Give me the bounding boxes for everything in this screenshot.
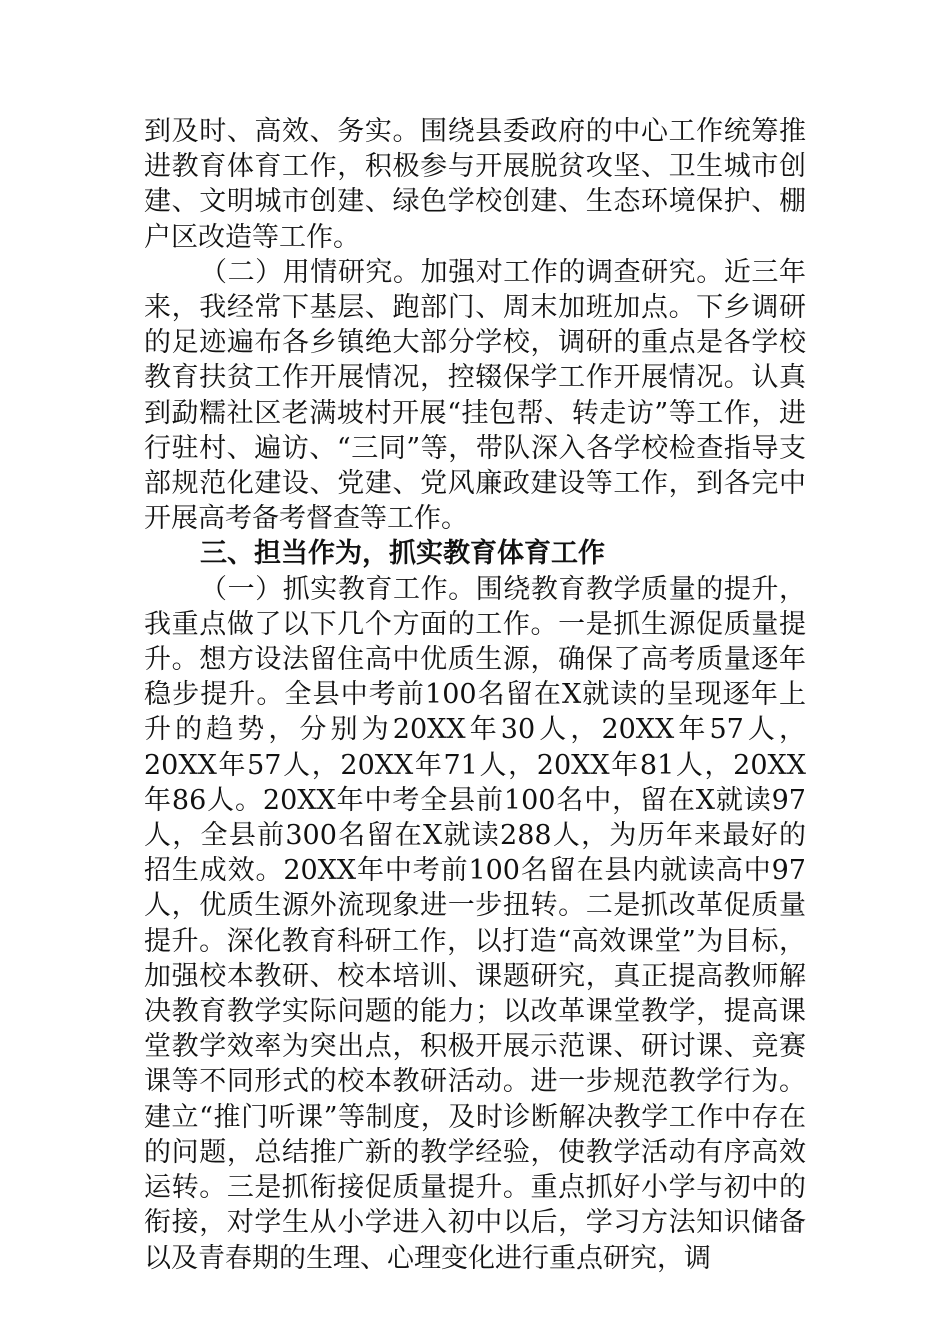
section-heading: 三、担当作为，抓实教育体育工作 (200, 538, 605, 570)
paragraph-research: （二）用情研究。加强对工作的调查研究。近三年来，我经常下基层、跑部门、周末加班加点。下乡调研的足迹遍布各乡镇绝大部分学校，调研的重点是各学校教育扶贫工作开展情况，控辍保学工作开展情况。认真到勐糯社区老满坡村开展“挂包帮、转走访”等工作，进行驻村、遍访、“三同”等，带队深入各学校检查指导支部规范化建设、党建、党风廉政建设等工作，到各完中开展高考备考督查等工作。 (144, 256, 806, 535)
document-page (144, 114, 806, 1276)
paragraph-education-work: （一）抓实教育工作。围绕教育教学质量的提升，我重点做了以下几个方面的工作。一是抓生源促质量提升。想方设法留住高中优质生源，确保了高考质量逐年稳步提升。全县中考前100名留在X就读的呈现逐年上升的趋势，分别为20XX年30人，20XX年57人，20XX年57人，20XX年71人，20XX年81人，20XX年86人。20XX年中考全县前100名中，留在X就读97人，全县前300名留在X就读288人，为历年来最好的招生成效。20XX年中考前100名留在县内就读高中97人，优质生源外流现象进一步扭转。二是抓改革促质量提升。深化教育科研工作，以打造“高效课堂”为目标，加强校本教研、校本培训、课题研究，真正提高教师解决教育教学实际问题的能力；以改革课堂教学，提高课堂教学效率为突出点，积极开展示范课、研讨课、竞赛课等不同形式的校本教研活动。进一步规范教学行为。建立“推门听课”等制度，及时诊断解决教学工作中存在的问题，总结推广新的教学经验，使教学活动有序高效运转。三是抓衔接促质量提升。重点抓好小学与初中的衔接，对学生从小学进入初中以后，学习方法知识储备以及青春期的生理、心理变化进行重点研究，调 (144, 573, 806, 1274)
paragraph-continued: 到及时、高效、务实。围绕县委政府的中心工作统筹推进教育体育工作，积极参与开展脱贫攻坚、卫生城市创建、文明城市创建、绿色学校创建、生态环境保护、棚户区改造等工作。 (144, 116, 806, 253)
